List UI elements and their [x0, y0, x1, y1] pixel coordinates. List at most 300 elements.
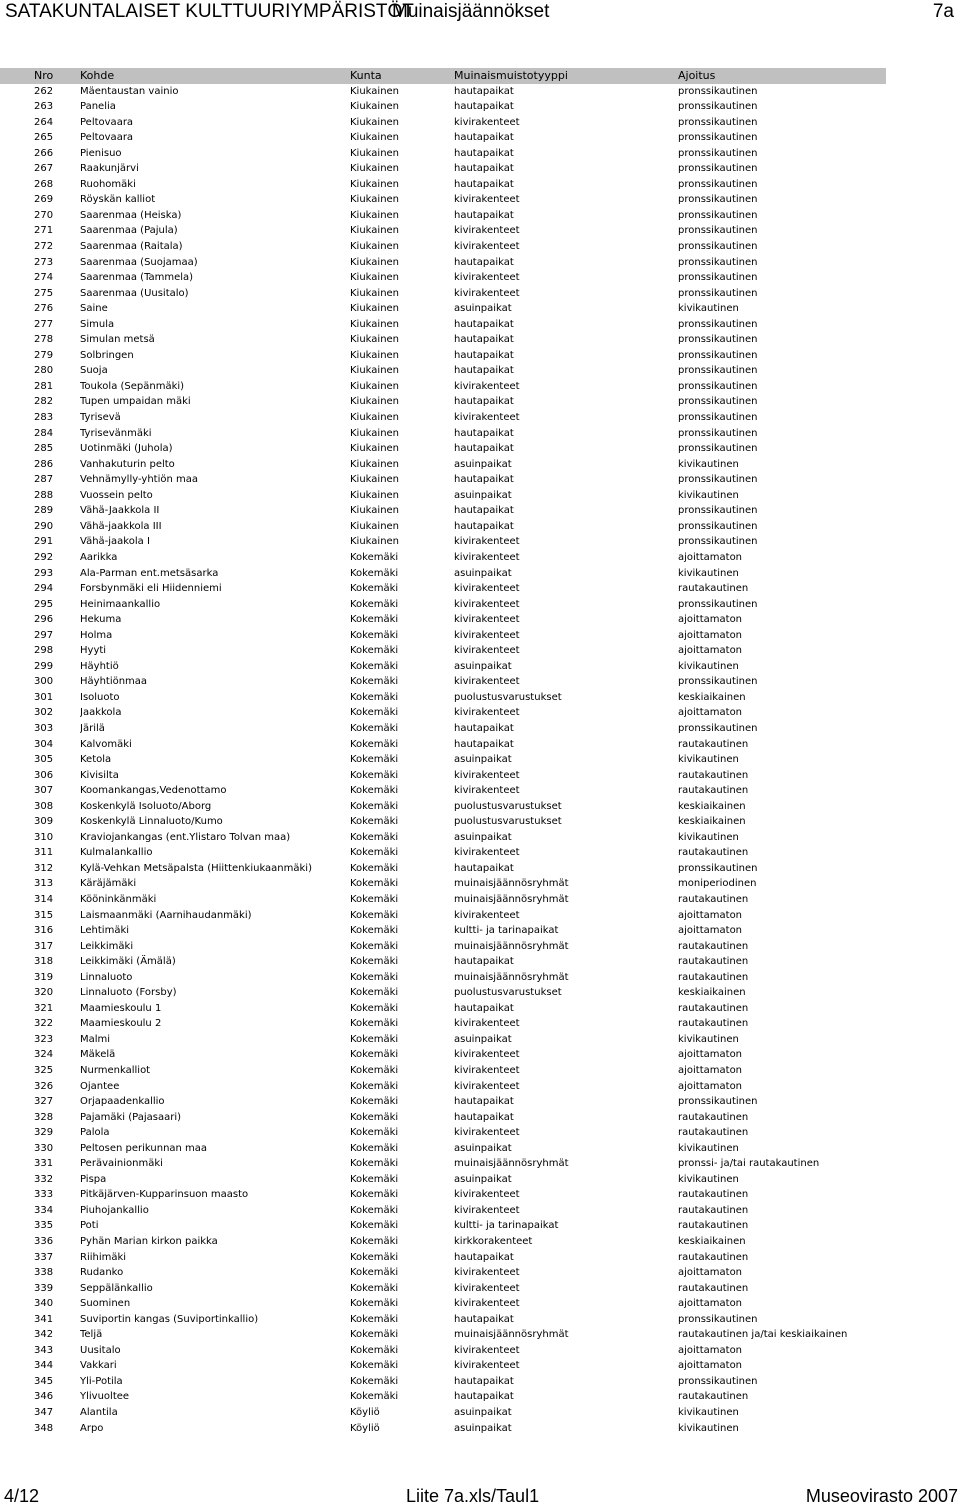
cell-kunta: Kokemäki [350, 691, 399, 703]
table-row [0, 270, 886, 286]
cell-kohde: Heinimaankallio [80, 598, 161, 610]
table-row [0, 177, 886, 193]
cell-ajoitus: kivikautinen [678, 1033, 739, 1045]
table-row [0, 845, 886, 861]
cell-kohde: Kraviojankangas (ent.Ylistaro Tolvan maa) [80, 831, 291, 843]
cell-nro: 323 [34, 1033, 54, 1045]
cell-ajoitus: ajoittamaton [678, 707, 743, 719]
cell-tyyppi: kivirakenteet [454, 847, 520, 859]
table-row [0, 799, 886, 815]
cell-kohde: Piuhojankallio [80, 1204, 149, 1216]
cell-ajoitus: keskiaikainen [678, 987, 746, 999]
cell-nro: 301 [34, 691, 54, 703]
table-row [0, 1110, 886, 1126]
cell-tyyppi: hautapaikat [454, 101, 514, 113]
cell-ajoitus: rautakautinen [678, 583, 749, 595]
cell-kunta: Kokemäki [350, 707, 399, 719]
cell-ajoitus: ajoittamaton [678, 909, 743, 921]
cell-nro: 324 [34, 1049, 54, 1061]
cell-nro: 297 [34, 629, 54, 641]
cell-kunta: Kokemäki [350, 1375, 399, 1387]
cell-ajoitus: pronssikautinen [678, 209, 758, 221]
cell-nro: 295 [34, 598, 54, 610]
table-row [0, 1343, 886, 1359]
cell-kunta: Kokemäki [350, 1002, 399, 1014]
cell-tyyppi: hautapaikat [454, 862, 514, 874]
cell-ajoitus: rautakautinen [678, 769, 749, 781]
table-row [0, 674, 886, 690]
cell-nro: 276 [34, 303, 54, 315]
cell-ajoitus: pronssi- ja/tai rautakautinen [678, 1158, 820, 1170]
cell-ajoitus: kivikautinen [678, 754, 739, 766]
cell-kohde: Simulan metsä [80, 334, 155, 346]
cell-tyyppi: muinaisjäännösryhmät [454, 893, 569, 905]
table-row [0, 255, 886, 271]
cell-kunta: Kiukainen [350, 287, 400, 299]
cell-ajoitus: ajoittamaton [678, 1080, 743, 1092]
cell-ajoitus: pronssikautinen [678, 380, 758, 392]
cell-nro: 285 [34, 443, 54, 455]
cell-kohde: Vanhakuturin pelto [80, 458, 175, 470]
cell-kohde: Isoluoto [80, 691, 120, 703]
table-row [0, 1296, 886, 1312]
cell-tyyppi: kivirakenteet [454, 1049, 520, 1061]
cell-tyyppi: hautapaikat [454, 1313, 514, 1325]
cell-kunta: Kokemäki [350, 1204, 399, 1216]
cell-tyyppi: muinaisjäännösryhmät [454, 940, 569, 952]
cell-nro: 273 [34, 256, 54, 268]
cell-nro: 313 [34, 878, 54, 890]
cell-kunta: Kokemäki [350, 645, 399, 657]
table-row [0, 814, 886, 830]
cell-nro: 296 [34, 614, 54, 626]
table-row [0, 488, 886, 504]
cell-nro: 330 [34, 1142, 54, 1154]
cell-kohde: Holma [80, 629, 113, 641]
cell-tyyppi: kivirakenteet [454, 1267, 520, 1279]
cell-kunta: Kokemäki [350, 1127, 399, 1139]
cell-kohde: Tupen umpaidan mäki [80, 396, 191, 408]
cell-nro: 283 [34, 412, 54, 424]
cell-kohde: Aarikka [80, 551, 118, 563]
cell-kunta: Kokemäki [350, 971, 399, 983]
cell-kohde: Hekuma [80, 614, 122, 626]
table-row [0, 239, 886, 255]
cell-kunta: Kokemäki [350, 1142, 399, 1154]
table-row [0, 908, 886, 924]
table-row [0, 1405, 886, 1421]
table-row [0, 1421, 886, 1437]
cell-kunta: Kokemäki [350, 676, 399, 688]
cell-ajoitus: pronssikautinen [678, 287, 758, 299]
cell-kunta: Kokemäki [350, 1251, 399, 1263]
footer-page-number: 4/12 [4, 1486, 40, 1506]
cell-tyyppi: kivirakenteet [454, 1344, 520, 1356]
cell-tyyppi: kivirakenteet [454, 1282, 520, 1294]
table-row [0, 301, 886, 317]
cell-ajoitus: ajoittamaton [678, 925, 743, 937]
cell-kohde: Saarenmaa (Heiska) [80, 209, 182, 221]
cell-ajoitus: ajoittamaton [678, 1065, 743, 1076]
cell-kohde: Suoja [80, 365, 108, 377]
cell-nro: 278 [34, 334, 54, 346]
cell-ajoitus: rautakautinen [678, 971, 749, 983]
cell-ajoitus: kivikautinen [678, 1422, 739, 1434]
cell-kohde: Koskenkylä Isoluoto/Aborg [80, 800, 212, 812]
cell-kohde: Palola [80, 1127, 110, 1139]
cell-ajoitus: rautakautinen [678, 1391, 749, 1403]
cell-kohde: Ketola [80, 754, 112, 766]
cell-nro: 329 [34, 1127, 54, 1139]
cell-kohde: Maamieskoulu 1 [80, 1002, 162, 1014]
table-row [0, 223, 886, 239]
cell-tyyppi: hautapaikat [454, 163, 514, 175]
cell-kohde: Kööninkänmäki [80, 893, 157, 905]
cell-nro: 305 [34, 754, 54, 766]
header-subtitle: Muinaisjäännökset [392, 1, 550, 22]
cell-kunta: Kokemäki [350, 893, 399, 905]
cell-kunta: Kokemäki [350, 1313, 399, 1325]
cell-nro: 264 [34, 116, 54, 128]
cell-kunta: Kiukainen [350, 427, 400, 439]
table-row [0, 410, 886, 426]
cell-tyyppi: kivirakenteet [454, 412, 520, 424]
cell-nro: 298 [34, 645, 54, 657]
cell-kunta: Kiukainen [350, 505, 400, 517]
cell-nro: 314 [34, 893, 54, 905]
cell-nro: 280 [34, 365, 54, 377]
table-row [0, 737, 886, 753]
cell-tyyppi: kivirakenteet [454, 629, 520, 641]
cell-kunta: Kokemäki [350, 567, 399, 579]
cell-tyyppi: kivirakenteet [454, 380, 520, 392]
cell-nro: 265 [34, 132, 54, 144]
cell-nro: 306 [34, 769, 54, 781]
table-row [0, 348, 886, 364]
cell-tyyppi: hautapaikat [454, 520, 514, 532]
cell-kohde: Suviportin kangas (Suviportinkallio) [80, 1313, 259, 1325]
cell-nro: 331 [34, 1158, 54, 1170]
cell-ajoitus: rautakautinen ja/tai keskiaikainen [678, 1329, 848, 1341]
cell-kohde: Linnaluoto (Forsby) [80, 987, 177, 999]
cell-ajoitus: pronssikautinen [678, 443, 758, 455]
table-row [0, 1001, 886, 1017]
cell-kohde: Vähä-jaakkola III [80, 520, 162, 532]
table-row [0, 379, 886, 395]
cell-kohde: Ala-Parman ent.metsäsarka [80, 567, 219, 579]
cell-tyyppi: hautapaikat [454, 427, 514, 439]
cell-kunta: Kokemäki [350, 1360, 399, 1372]
cell-tyyppi: hautapaikat [454, 1111, 514, 1123]
cell-kunta: Kokemäki [350, 551, 399, 563]
table-row [0, 659, 886, 675]
cell-kohde: Saarenmaa (Suojamaa) [80, 256, 198, 268]
cell-nro: 337 [34, 1251, 54, 1263]
table-row [0, 363, 886, 379]
table-row [0, 1047, 886, 1063]
cell-kohde: Raakunjärvi [80, 163, 139, 175]
cell-kunta: Kiukainen [350, 178, 400, 190]
cell-ajoitus: pronssikautinen [678, 505, 758, 517]
cell-kohde: Rudanko [80, 1267, 124, 1279]
cell-ajoitus: rautakautinen [678, 738, 749, 750]
cell-ajoitus: pronssikautinen [678, 147, 758, 159]
cell-tyyppi: hautapaikat [454, 334, 514, 346]
cell-kunta: Kokemäki [350, 925, 399, 937]
cell-ajoitus: rautakautinen [678, 1127, 749, 1139]
cell-nro: 287 [34, 474, 54, 486]
cell-kunta: Kokemäki [350, 1298, 399, 1310]
cell-tyyppi: puolustusvarustukset [454, 691, 562, 703]
cell-ajoitus: kivikautinen [678, 1407, 739, 1419]
cell-kunta: Kiukainen [350, 520, 400, 532]
cell-kohde: Vakkari [80, 1360, 117, 1372]
cell-ajoitus: pronssikautinen [678, 85, 758, 97]
cell-nro: 339 [34, 1282, 54, 1294]
cell-tyyppi: hautapaikat [454, 1251, 514, 1263]
table-row [0, 970, 886, 986]
cell-tyyppi: asuinpaikat [454, 1142, 512, 1154]
cell-kohde: Vähä-Jaakkola II [80, 505, 160, 517]
table-row [0, 923, 886, 939]
cell-kunta: Kiukainen [350, 396, 400, 408]
cell-ajoitus: pronssikautinen [678, 178, 758, 190]
cell-kunta: Kokemäki [350, 1080, 399, 1092]
cell-kohde: Käräjämäki [80, 878, 137, 890]
cell-tyyppi: kivirakenteet [454, 645, 520, 657]
table-row [0, 876, 886, 892]
cell-ajoitus: rautakautinen [678, 940, 749, 952]
cell-tyyppi: hautapaikat [454, 365, 514, 377]
cell-kunta: Kokemäki [350, 862, 399, 874]
cell-tyyppi: hautapaikat [454, 722, 514, 734]
cell-kunta: Kiukainen [350, 225, 400, 237]
cell-tyyppi: kivirakenteet [454, 116, 520, 128]
cell-tyyppi: muinaisjäännösryhmät [454, 971, 569, 983]
cell-tyyppi: hautapaikat [454, 1391, 514, 1403]
cell-kunta: Kiukainen [350, 85, 400, 97]
cell-kunta: Kiukainen [350, 365, 400, 377]
cell-tyyppi: kivirakenteet [454, 287, 520, 299]
table-row [0, 1016, 886, 1032]
cell-tyyppi: kivirakenteet [454, 614, 520, 626]
cell-ajoitus: pronssikautinen [678, 349, 758, 361]
cell-ajoitus: pronssikautinen [678, 722, 758, 734]
cell-ajoitus: keskiaikainen [678, 691, 746, 703]
cell-ajoitus: pronssikautinen [678, 256, 758, 268]
cell-tyyppi: asuinpaikat [454, 831, 512, 843]
cell-nro: 343 [34, 1344, 54, 1356]
cell-kunta: Kokemäki [350, 1236, 399, 1248]
cell-ajoitus: pronssikautinen [678, 1313, 758, 1325]
table-row [0, 830, 886, 846]
cell-nro: 271 [34, 225, 54, 237]
cell-kunta: Kiukainen [350, 194, 400, 206]
cell-kohde: Perävainionmäki [80, 1158, 163, 1170]
cell-ajoitus: ajoittamaton [678, 1360, 743, 1372]
cell-tyyppi: kivirakenteet [454, 583, 520, 595]
cell-kohde: Kalvomäki [80, 738, 132, 750]
table-row [0, 690, 886, 706]
cell-kohde: Uusitalo [80, 1344, 121, 1356]
cell-tyyppi: hautapaikat [454, 474, 514, 486]
cell-kohde: Teljä [80, 1329, 103, 1341]
cell-nro: 281 [34, 380, 54, 392]
cell-kunta: Kokemäki [350, 987, 399, 999]
cell-tyyppi: asuinpaikat [454, 458, 512, 470]
cell-kohde: Arpo [80, 1422, 104, 1434]
table-row [0, 1374, 886, 1390]
cell-ajoitus: rautakautinen [678, 1111, 749, 1123]
cell-kohde: Saarenmaa (Tammela) [80, 272, 194, 284]
cell-ajoitus: pronssikautinen [678, 676, 758, 688]
cell-ajoitus: pronssikautinen [678, 520, 758, 532]
column-header-nro: Nro [34, 69, 54, 82]
table-row [0, 332, 886, 348]
table-row [0, 1094, 886, 1110]
cell-nro: 279 [34, 349, 54, 361]
cell-kohde: Hyyti [80, 645, 107, 657]
cell-nro: 327 [34, 1096, 54, 1108]
cell-kunta: Kiukainen [350, 458, 400, 470]
cell-tyyppi: puolustusvarustukset [454, 987, 562, 999]
table-header-row [0, 68, 886, 84]
table-row [0, 1250, 886, 1266]
cell-kohde: Poti [80, 1220, 99, 1232]
cell-ajoitus: rautakautinen [678, 1204, 749, 1216]
cell-kohde: Riihimäki [80, 1251, 127, 1263]
cell-ajoitus: ajoittamaton [678, 1344, 743, 1356]
cell-nro: 307 [34, 785, 54, 797]
cell-tyyppi: puolustusvarustukset [454, 800, 562, 812]
cell-nro: 292 [34, 551, 54, 563]
cell-kohde: Kylä-Vehkan Metsäpalsta (Hiittenkiukaanmäki) [80, 862, 312, 874]
cell-tyyppi: hautapaikat [454, 396, 514, 408]
cell-kunta: Köyliö [350, 1422, 380, 1434]
cell-kunta: Kokemäki [350, 800, 399, 812]
cell-kunta: Kiukainen [350, 209, 400, 221]
cell-kunta: Kokemäki [350, 1049, 399, 1061]
cell-nro: 325 [34, 1065, 54, 1076]
cell-ajoitus: pronssikautinen [678, 396, 758, 408]
cell-ajoitus: pronssikautinen [678, 536, 758, 548]
table-row [0, 643, 886, 659]
cell-ajoitus: rautakautinen [678, 956, 749, 968]
cell-kunta: Kokemäki [350, 1018, 399, 1030]
cell-ajoitus: pronssikautinen [678, 1096, 758, 1108]
cell-ajoitus: kivikautinen [678, 303, 739, 315]
cell-ajoitus: keskiaikainen [678, 800, 746, 812]
cell-nro: 291 [34, 536, 54, 548]
cell-tyyppi: asuinpaikat [454, 567, 512, 579]
cell-kohde: Simula [80, 318, 115, 330]
cell-tyyppi: kivirakenteet [454, 241, 520, 253]
column-header-tyyppi: Muinaismuistotyyppi [454, 69, 568, 82]
cell-tyyppi: puolustusvarustukset [454, 816, 562, 828]
cell-kohde: Ruohomäki [80, 178, 136, 190]
cell-kunta: Kokemäki [350, 1096, 399, 1108]
cell-ajoitus: kivikautinen [678, 1173, 739, 1185]
table-row [0, 1234, 886, 1250]
cell-nro: 312 [34, 862, 54, 874]
cell-ajoitus: pronssikautinen [678, 412, 758, 424]
cell-tyyppi: muinaisjäännösryhmät [454, 1158, 569, 1170]
cell-kohde: Vuossein pelto [80, 489, 153, 501]
table-row [0, 612, 886, 628]
cell-kohde: Ojantee [80, 1080, 120, 1092]
table-row [0, 1141, 886, 1157]
table-row [0, 597, 886, 613]
cell-kohde: Linnaluoto [80, 971, 133, 983]
table-row [0, 441, 886, 457]
cell-tyyppi: asuinpaikat [454, 754, 512, 766]
cell-tyyppi: kivirakenteet [454, 1080, 520, 1092]
cell-tyyppi: hautapaikat [454, 738, 514, 750]
cell-nro: 263 [34, 101, 54, 113]
cell-tyyppi: hautapaikat [454, 132, 514, 144]
cell-kunta: Kiukainen [350, 412, 400, 424]
table-row [0, 1203, 886, 1219]
cell-ajoitus: rautakautinen [678, 1220, 749, 1232]
cell-nro: 302 [34, 707, 54, 719]
table-row [0, 954, 886, 970]
table-row [0, 84, 886, 100]
cell-kohde: Saine [80, 303, 108, 315]
cell-tyyppi: hautapaikat [454, 956, 514, 968]
cell-kunta: Kokemäki [350, 722, 399, 734]
cell-kunta: Kokemäki [350, 754, 399, 766]
header-page-label: 7a [932, 1, 954, 22]
cell-tyyppi: kivirakenteet [454, 194, 520, 206]
cell-nro: 321 [34, 1002, 54, 1014]
cell-nro: 275 [34, 287, 54, 299]
cell-nro: 345 [34, 1375, 54, 1387]
cell-nro: 322 [34, 1018, 54, 1030]
cell-kohde: Häyhtiö [80, 660, 119, 672]
cell-tyyppi: kivirakenteet [454, 707, 520, 719]
cell-nro: 288 [34, 489, 54, 501]
cell-tyyppi: kivirakenteet [454, 1065, 520, 1076]
cell-ajoitus: pronssikautinen [678, 862, 758, 874]
cell-tyyppi: asuinpaikat [454, 1407, 512, 1419]
cell-kunta: Kiukainen [350, 349, 400, 361]
cell-kohde: Peltovaara [80, 132, 134, 144]
table-row [0, 783, 886, 799]
cell-kohde: Leikkimäki (Ämälä) [80, 956, 176, 968]
cell-tyyppi: kivirakenteet [454, 272, 520, 284]
cell-nro: 289 [34, 505, 54, 517]
cell-kohde: Seppälänkallio [80, 1282, 153, 1294]
cell-ajoitus: ajoittamaton [678, 551, 743, 563]
cell-nro: 270 [34, 209, 54, 221]
cell-ajoitus: ajoittamaton [678, 1267, 743, 1279]
table-row [0, 1156, 886, 1172]
cell-kunta: Kiukainen [350, 147, 400, 159]
table-row [0, 861, 886, 877]
cell-nro: 332 [34, 1173, 54, 1185]
cell-kohde: Malmi [80, 1033, 111, 1045]
table-row [0, 752, 886, 768]
cell-kohde: Vehnämylly-yhtiön maa [80, 474, 198, 486]
cell-tyyppi: hautapaikat [454, 1002, 514, 1014]
table-row [0, 705, 886, 721]
cell-kohde: Laismaanmäki (Aarnihaudanmäki) [80, 909, 252, 921]
table-row [0, 115, 886, 131]
cell-tyyppi: hautapaikat [454, 147, 514, 159]
cell-kohde: Pispa [80, 1173, 107, 1185]
cell-ajoitus: pronssikautinen [678, 116, 758, 128]
cell-ajoitus: kivikautinen [678, 489, 739, 501]
